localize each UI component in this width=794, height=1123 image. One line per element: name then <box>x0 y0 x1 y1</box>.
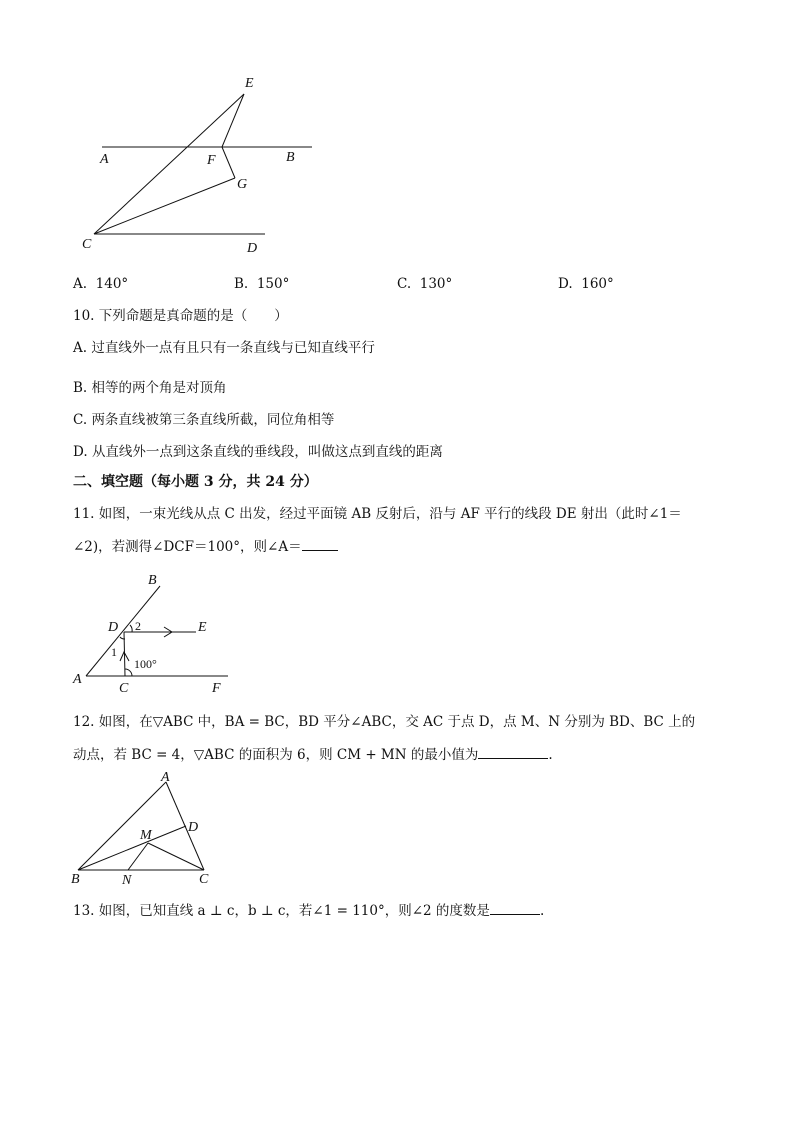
label-a: A <box>100 152 109 167</box>
q9-option-a[interactable]: A. 140° <box>73 276 129 292</box>
label-b: B <box>71 872 80 887</box>
label-d: D <box>188 820 199 835</box>
label-c: C <box>199 872 209 887</box>
label-m: M <box>140 828 152 843</box>
angle-2-arc <box>130 625 132 632</box>
figure-q11 <box>68 570 238 700</box>
q10-option-d[interactable]: D. 从直线外一点到这条直线的垂线段，叫做这点到直线的距离 <box>73 444 443 460</box>
label-angle-2: 2 <box>135 619 141 633</box>
segment-ce <box>94 94 244 234</box>
q10-option-b[interactable]: B. 相等的两个角是对顶角 <box>73 380 227 396</box>
side-ba <box>78 782 166 870</box>
figure-q9 <box>70 70 330 260</box>
label-c: C <box>119 681 129 696</box>
q13-answer-blank[interactable] <box>490 900 540 915</box>
angle-100-arc <box>125 669 132 676</box>
q10-stem: 10. 下列命题是真命题的是（ ） <box>73 308 288 324</box>
q12-line1: 12. 如图，在▽ABC 中，BA = BC，BD 平分∠ABC，交 AC 于点 D，点 M、N 分别为 BD、BC 上的 <box>73 714 696 730</box>
q9-option-b[interactable]: B. 150° <box>234 276 290 292</box>
segment-ef <box>222 94 244 147</box>
q11-line2: ∠2)，若测得∠DCF＝100°，则∠A＝ <box>73 536 338 557</box>
label-c: C <box>82 237 92 252</box>
q13-text: 13. 如图，已知直线 a ⊥ c，b ⊥ c，若∠1 = 110°，则∠2 的度数是 . <box>73 900 544 921</box>
segment-mc <box>148 843 204 870</box>
label-g: G <box>237 177 248 192</box>
label-n: N <box>122 873 132 888</box>
q10-option-a[interactable]: A. 过直线外一点有且只有一条直线与已知直线平行 <box>73 340 375 356</box>
label-f: F <box>212 681 221 696</box>
segment-fg <box>222 147 235 178</box>
figure-q12 <box>66 770 226 890</box>
label-d: D <box>247 241 258 256</box>
label-a: A <box>161 770 170 785</box>
q12-line2: 动点，若 BC = 4，▽ABC 的面积为 6，则 CM + MN 的最小值为 . <box>73 744 553 765</box>
q10-option-c[interactable]: C. 两条直线被第三条直线所截，同位角相等 <box>73 412 335 428</box>
label-b: B <box>148 573 157 588</box>
q12-answer-blank[interactable] <box>478 744 548 759</box>
q11-line1: 11. 如图，一束光线从点 C 出发，经过平面镜 AB 反射后，沿与 AF 平行的线段 DE 射出（此时∠1＝ <box>73 506 682 522</box>
segment-gc <box>94 178 235 234</box>
q9-option-c[interactable]: C. 130° <box>397 276 453 292</box>
label-f: F <box>207 153 216 168</box>
label-d: D <box>108 620 119 635</box>
label-e: E <box>245 76 254 91</box>
label-angle-100: 100° <box>134 657 157 671</box>
segment-mn <box>128 843 148 870</box>
label-angle-1: 1 <box>111 645 117 659</box>
label-e: E <box>198 620 207 635</box>
label-b: B <box>286 150 295 165</box>
q11-answer-blank[interactable] <box>302 536 338 551</box>
q9-option-d[interactable]: D. 160° <box>558 276 614 292</box>
section-heading: 二、填空题（每小题 3 分，共 24 分） <box>73 474 318 490</box>
label-a: A <box>73 672 82 687</box>
segment-bd <box>78 826 186 870</box>
